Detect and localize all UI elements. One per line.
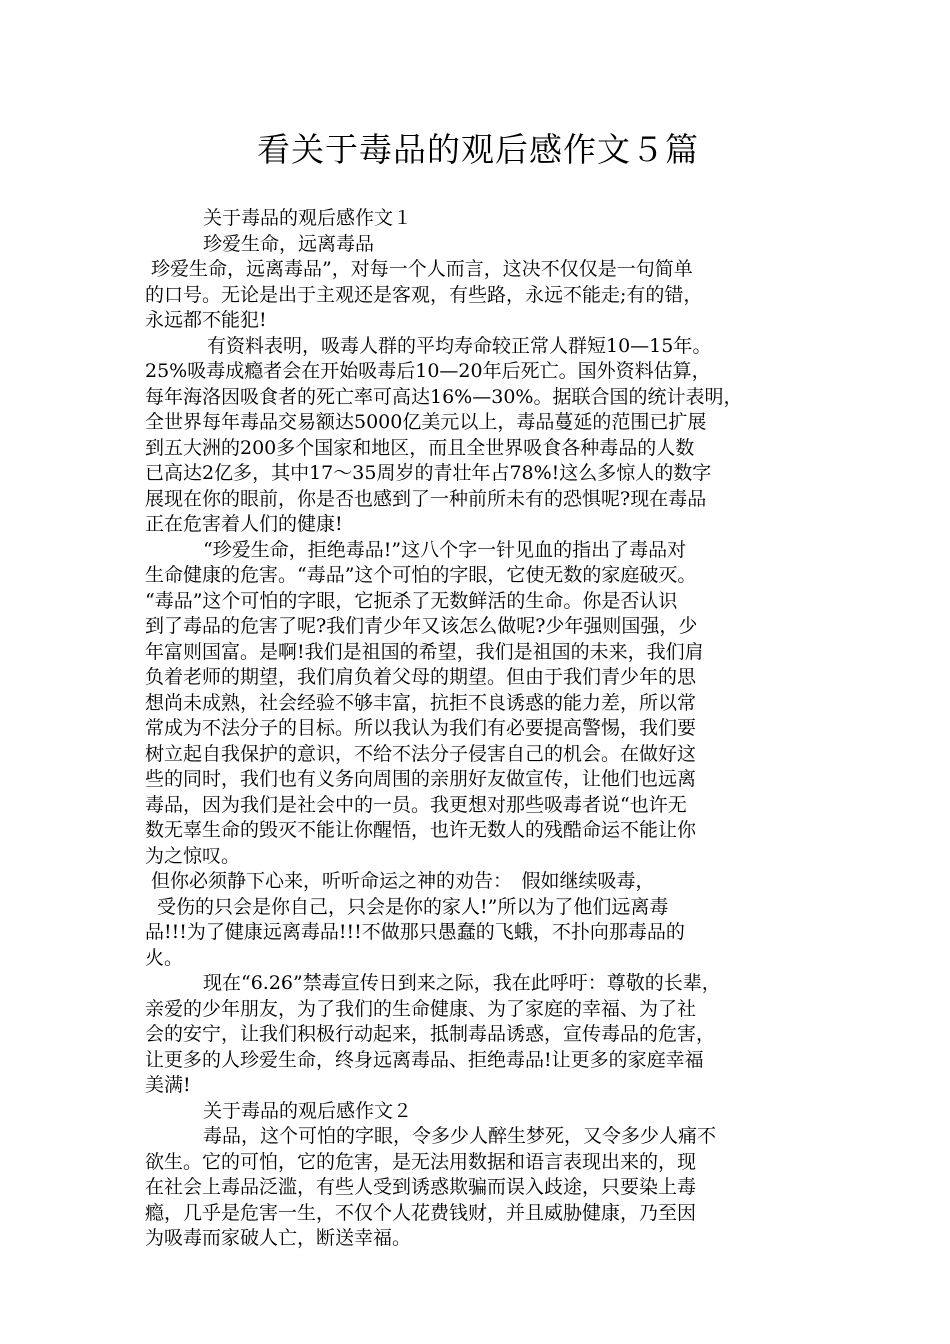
text-line: 年富则国富。是啊!我们是祖国的希望，我们是祖国的未来，我们肩 bbox=[145, 640, 704, 663]
text-line: 永远都不能犯! bbox=[145, 309, 267, 331]
text-line: 数无辜生命的毁灭不能让你醒悟，也许无数人的残酷命运不能让你 bbox=[145, 819, 697, 841]
text-line: 珍爱生命，远离毒品”，对每一个人而言，这决不仅仅是一句简单 bbox=[151, 258, 693, 280]
text-line: 正在危害着人们的健康! bbox=[145, 513, 343, 535]
text-line: 有资料表明，吸毒人群的平均寿命较正常人群短10—15年。 bbox=[207, 334, 712, 357]
text-line: 树立起自我保护的意识，不给不法分子侵害自己的机会。在做好这 bbox=[145, 742, 697, 765]
text-line: 亲爱的少年朋友，为了我们的生命健康、为了家庭的幸福、为了社 bbox=[145, 997, 697, 1020]
text-line: 关于毒品的观后感作文１ bbox=[203, 207, 413, 229]
text-line: 珍爱生命，远离毒品 bbox=[203, 232, 375, 255]
document-body bbox=[145, 206, 811, 1252]
text-line: 的口号。无论是出于主观还是客观，有些路，永远不能走;有的错， bbox=[145, 283, 703, 306]
text-line: 常成为不法分子的目标。所以我认为我们有必要提高警惕，我们要 bbox=[145, 717, 697, 739]
text-line: 在社会上毒品泛滥，有些人受到诱惑欺骗而误入歧途，只要染上毒 bbox=[145, 1176, 697, 1198]
text-line: 为吸毒而家破人亡，断送幸福。 bbox=[145, 1227, 412, 1249]
document-title: 看关于毒品的观后感作文５篇 bbox=[257, 130, 699, 169]
text-line: 欲生。它的可怕，它的危害，是无法用数据和语言表现出来的，现 bbox=[145, 1150, 697, 1173]
text-line: 毒品，这个可怕的字眼，令多少人醉生梦死，又令多少人痛不 bbox=[203, 1125, 717, 1147]
text-line: 展现在你的眼前，你是否也感到了一种前所未有的恐惧呢?现在毒品 bbox=[145, 487, 707, 510]
text-line: 已高达2亿多，其中17～35周岁的青壮年占78%!这么多惊人的数字 bbox=[145, 462, 712, 484]
text-line: 但你必须静下心来，听听命运之神的劝告： 假如继续吸毒， bbox=[151, 870, 655, 892]
text-line: 每年海洛因吸食者的死亡率可高达16%—30%。据联合国的统计表明， bbox=[145, 385, 743, 408]
text-line: 负着老师的期望，我们肩负着父母的期望。但由于我们青少年的思 bbox=[145, 666, 697, 688]
text-line: 让更多的人珍爱生命，终身远离毒品、拒绝毒品!让更多的家庭幸福 bbox=[145, 1048, 704, 1071]
text-line: 为之惊叹。 bbox=[145, 844, 241, 867]
text-line: 美满! bbox=[145, 1074, 191, 1096]
text-line: 毒品，因为我们是社会中的一员。我更想对那些吸毒者说“也许无 bbox=[145, 793, 687, 816]
text-line: 关于毒品的观后感作文２ bbox=[203, 1099, 413, 1122]
text-line: 想尚未成熟，社会经验不够丰富，抗拒不良诱惑的能力差，所以常 bbox=[145, 691, 697, 714]
text-line: 火。 bbox=[145, 946, 184, 969]
text-line: 25%吸毒成瘾者会在开始吸毒后10—20年后死亡。国外资料估算， bbox=[145, 360, 711, 382]
text-line: 会的安宁，让我们积极行动起来，抵制毒品诱惑，宣传毒品的危害， bbox=[145, 1023, 716, 1045]
text-line: 品!!!为了健康远离毒品!!!不做那只愚蠢的飞蛾，不扑向那毒品的 bbox=[145, 921, 685, 943]
text-line: 到五大洲的200多个国家和地区，而且全世界吸食各种毒品的人数 bbox=[145, 436, 695, 459]
document-page bbox=[145, 128, 811, 1252]
text-line: 受伤的只会是你自己，只会是你的家人!”所以为了他们远离毒 bbox=[157, 895, 669, 918]
text-line: 瘾，几乎是危害一生，不仅个人花费钱财，并且威胁健康，乃至因 bbox=[145, 1201, 697, 1224]
text-line: 到了毒品的危害了呢?我们青少年又该怎么做呢?少年强则国强，少 bbox=[145, 615, 698, 637]
text-line: “毒品”这个可怕的字眼，它扼杀了无数鲜活的生命。你是否认识 bbox=[145, 589, 678, 612]
text-line: 些的同时，我们也有义务向周围的亲朋好友做宣传，让他们也远离 bbox=[145, 768, 697, 790]
text-line: 全世界每年毒品交易额达5000亿美元以上，毒品蔓延的范围已扩展 bbox=[145, 411, 707, 433]
text-line: “珍爱生命，拒绝毒品!”这八个字一针见血的指出了毒品对 bbox=[203, 538, 687, 561]
text-line: 现在“6.26”禁毒宣传日到来之际，我在此呼吁：尊敬的长辈， bbox=[203, 972, 721, 994]
text-line: 生命健康的危害。“毒品”这个可怕的字眼，它使无数的家庭破灭。 bbox=[145, 564, 697, 586]
